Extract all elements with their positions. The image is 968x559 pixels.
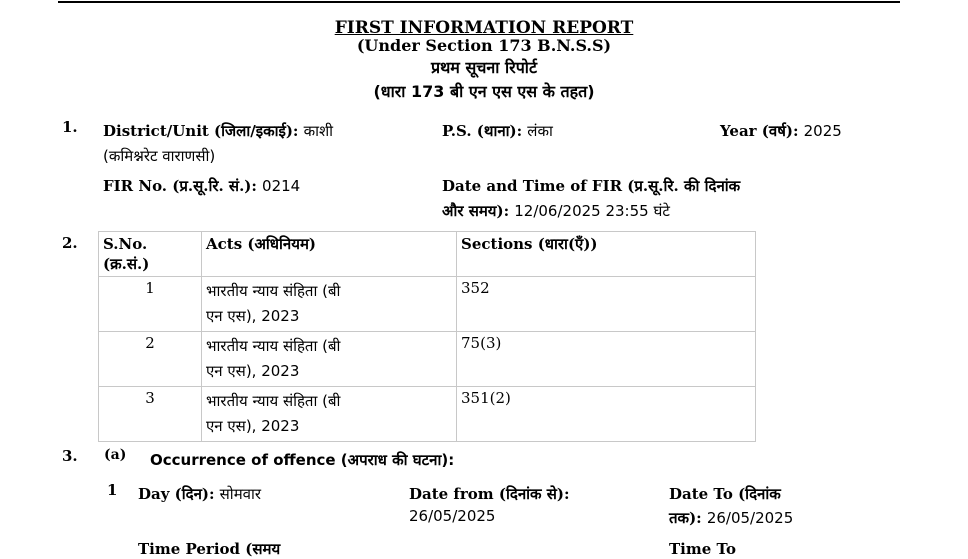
sno-header-hi: (क्र.सं.) [103,255,150,273]
row-act-line1: भारतीय न्याय संहिता (बी [206,282,341,300]
row-sno: 2 [99,332,202,387]
row-act [202,387,457,442]
acts-header: Acts (अधिनियम) [202,232,457,277]
fir-datetime-value: 12/06/2025 23:55 घंटे [514,202,670,220]
fir-number-value: 0214 [262,177,301,195]
row-act [202,277,457,332]
section-3-sub: (a) [104,447,127,463]
fir-number-label: FIR No. (प्र.सू.रि. सं.): [103,177,257,195]
row-section: 352 [457,277,756,332]
date-from-value: 26/05/2025 [409,507,496,525]
day-value: सोमवार [219,485,262,503]
police-station-field [442,121,553,141]
date-to-field [669,508,793,528]
year-field [720,121,842,141]
section-1-number: 1. [62,118,78,136]
date-to-label-line2: तक): [669,509,702,527]
police-station-value: लंका [527,122,553,140]
row-act-line1: भारतीय न्याय संहिता (बी [206,337,341,355]
table-row [99,387,756,442]
occurrence-item-number: 1 [107,481,118,499]
row-sno: 1 [99,277,202,332]
table-row [99,277,756,332]
row-act [202,332,457,387]
report-title: FIRST INFORMATION REPORT [334,18,634,38]
year-value: 2025 [803,122,842,140]
row-section: 75(3) [457,332,756,387]
row-section: 351(2) [457,387,756,442]
district-value-line2: (कमिश्नरेट वाराणसी) [103,147,216,165]
cutoff-label-left: Time Period (समय [138,540,281,558]
sections-header: Sections (धारा(एँ)) [457,232,756,277]
fir-datetime-label-line2: और समय): [442,202,510,220]
day-field [138,484,261,504]
date-from-label: Date from (दिनांक से): [409,485,570,503]
occurrence-heading: Occurrence of offence (अपराध की घटना): [150,451,455,469]
row-act-line2: एन एस), 2023 [206,307,300,325]
table-header-row [99,232,756,277]
fir-number-field [103,176,300,196]
row-act-line2: एन एस), 2023 [206,362,300,380]
section-3-number: 3. [62,447,78,465]
fir-datetime-label: Date and Time of FIR (प्र.सू.रि. की दिनांक [442,177,741,195]
cutoff-label-right: Time To [669,540,736,558]
report-subtitle-hindi: (धारा 173 बी एन एस एस के तहत) [373,82,595,101]
police-station-label: P.S. (थाना): [442,122,523,140]
cutoff-text-left [138,539,338,558]
fir-datetime-field [442,201,670,221]
report-subtitle: (Under Section 173 B.N.S.S) [356,36,612,55]
sno-header [99,232,202,277]
cutoff-text-right [669,539,819,558]
row-sno: 3 [99,387,202,442]
row-act-line1: भारतीय न्याय संहिता (बी [206,392,341,410]
date-to-value: 26/05/2025 [706,509,794,527]
table-row [99,332,756,387]
date-to-label: Date To (दिनांक [669,485,781,503]
top-rule [58,1,900,3]
district-label: District/Unit (जिला/इकाई): [103,122,299,140]
report-title-hindi: प्रथम सूचना रिपोर्ट [430,58,538,77]
day-label: Day (दिन): [138,485,215,503]
row-act-line2: एन एस), 2023 [206,417,300,435]
section-2-number: 2. [62,234,78,252]
sno-header-en: S.No. [103,235,148,253]
acts-table [98,231,756,442]
year-label: Year (वर्ष): [720,122,799,140]
district-field [103,121,333,141]
district-value: काशी [303,122,334,140]
